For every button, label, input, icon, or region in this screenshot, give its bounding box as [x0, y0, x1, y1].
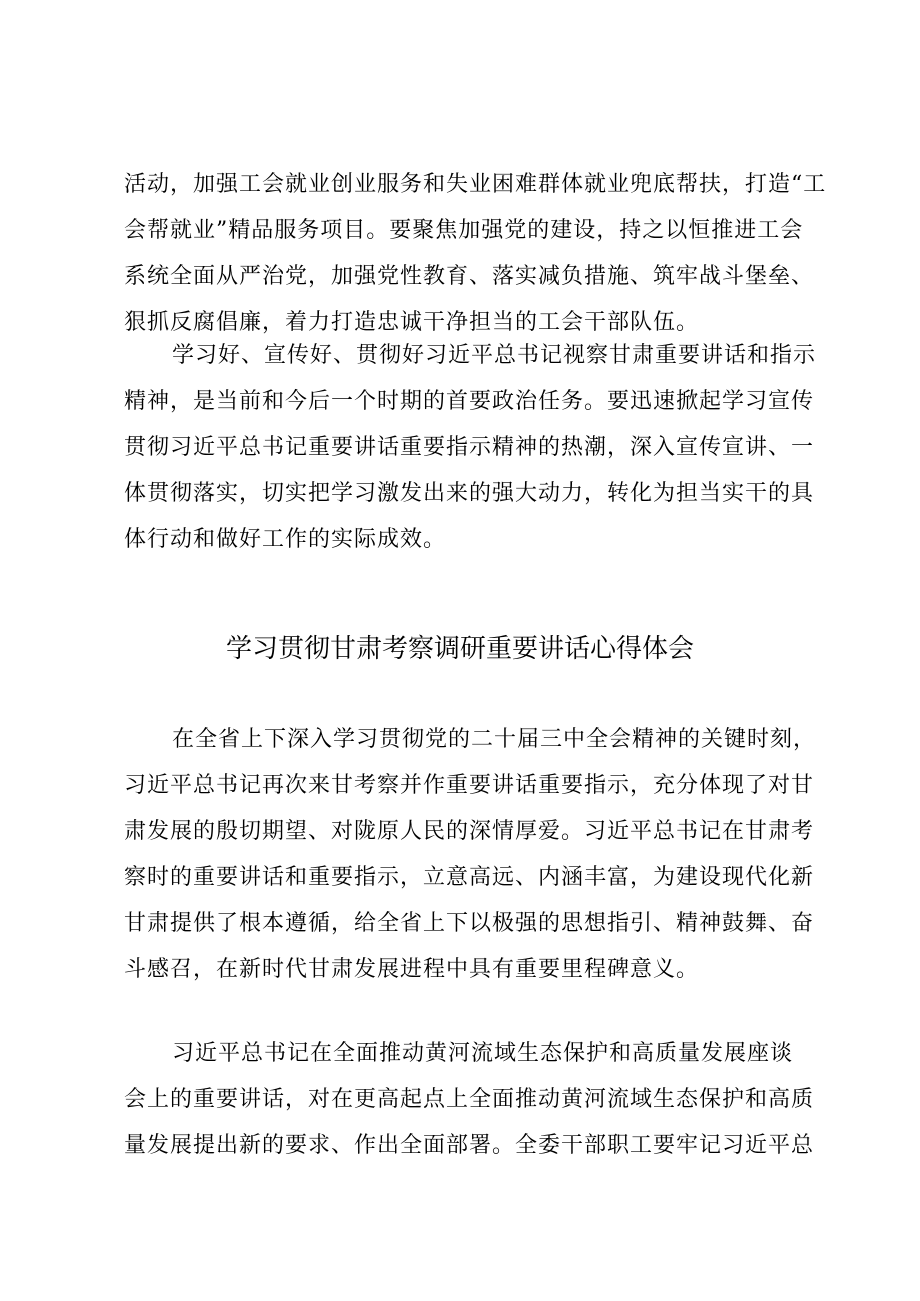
article-title: 学习贯彻甘肃考察调研重要讲话心得体会 — [225, 634, 694, 664]
paragraph-line: 察时的重要讲话和重要指示，立意高远、内涵丰富，为建设现代化新 — [124, 865, 815, 890]
paragraph-line: 肃发展的殷切期望、对陇原人民的深情厚爱。习近平总书记在甘肃考 — [124, 819, 815, 844]
body-paragraph-3 — [124, 717, 817, 993]
paragraph-line: 量发展提出新的要求、作出全面部署。全委干部职工要牢记习近平总 — [124, 1133, 815, 1158]
body-paragraph-4 — [124, 1031, 815, 1169]
paragraph-line: 学习好、宣传好、贯彻好习近平总书记视察甘肃重要讲话和指示 — [172, 343, 817, 368]
paragraph-line: 贯彻习近平总书记重要讲话重要指示精神的热潮，深入宣传宣讲、一 — [124, 435, 815, 460]
paragraph-line: 会帮就业”精品服务项目。要聚焦加强党的建设，持之以恒推进工会 — [124, 218, 804, 243]
paragraph-line: 会上的重要讲话，对在更高起点上全面推动黄河流域生态保护和高质 — [124, 1087, 815, 1112]
paragraph-line: 在全省上下深入学习贯彻党的二十届三中全会精神的关键时刻， — [172, 727, 817, 752]
paragraph-line: 甘肃提供了根本遵循，给全省上下以极强的思想指引、精神鼓舞、奋 — [124, 911, 815, 936]
body-paragraph-2 — [124, 333, 817, 563]
paragraph-line: 习近平总书记再次来甘考察并作重要讲话重要指示，充分体现了对甘 — [124, 773, 815, 798]
paragraph-line: 系统全面从严治党，加强党性教育、落实减负措施、筑牢战斗堡垒、 — [124, 264, 815, 289]
paragraph-line: 精神，是当前和今后一个时期的首要政治任务。要迅速掀起学习宣传 — [124, 389, 815, 414]
paragraph-line: 活动，加强工会就业创业服务和失业困难群体就业兜底帮扶，打造“工 — [124, 172, 827, 197]
paragraph-line: 狠抓反腐倡廉，着力打造忠诚干净担当的工会干部队伍。 — [124, 310, 700, 335]
body-paragraph-1 — [124, 162, 827, 346]
paragraph-line: 习近平总书记在全面推动黄河流域生态保护和高质量发展座谈 — [172, 1041, 794, 1066]
paragraph-line: 体贯彻落实，切实把学习激发出来的强大动力，转化为担当实干的具 — [124, 481, 815, 506]
paragraph-line: 斗感召，在新时代甘肃发展进程中具有重要里程碑意义。 — [124, 957, 700, 982]
paragraph-line: 体行动和做好工作的实际成效。 — [124, 527, 447, 552]
